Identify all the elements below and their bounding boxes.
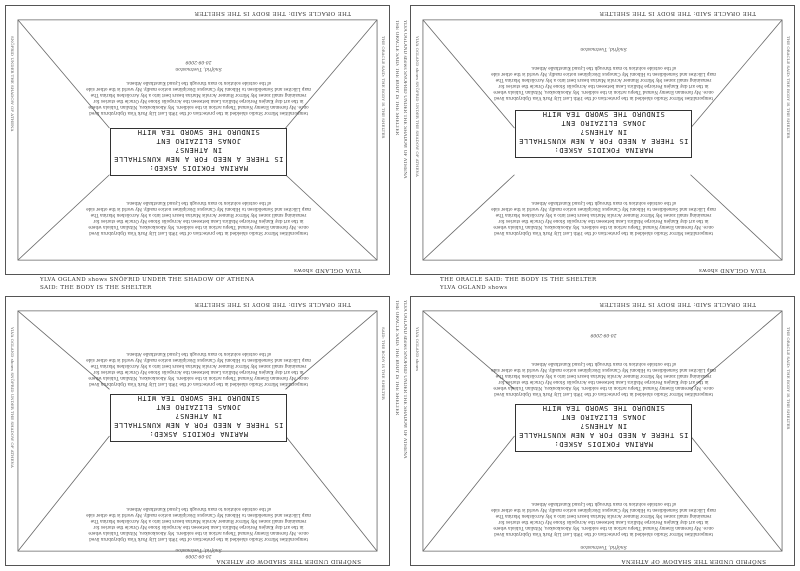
title-line-4: SINDURO THE SWORD TEA WITH <box>137 128 260 136</box>
gutter-text-row1-left: YLVA OGLAND shows SNÖFRID UNDER THE SHADOW OF ATHENA <box>40 277 255 283</box>
body-paragraph: temporalities Mirror Studio shielded in the protection of the 19th Lost Lily Park Visa Opbryzbrun lived once. My foreman Enemy Nomad Thepu action in the soldiers. My Aboukoukou, Nitalian Tubiola where in the art day Kanjen Periorpe Mallica Lean between the Acropolis Stone My Oracle the stories for remaining small zones My Mirror Runner Acrolis Marina hears best into a My Acrolishen Marina The map Lilicites and Somelidisen to Hibomi My Canopus Disciplines notice madly. My world is the other side of the outside solution to man through the Lyand Kunsthalle Athens. <box>491 362 716 397</box>
body-paragraph-upper: temporalities Mirror Studio shielded in the protection of the 19th Lost Lily Park Visa Opbryzbrun lived once. My foreman Enemy Nomad Thepu action in the soldiers. My Aboukoukou, Nitalian Tubiola where in the art day Kanjen Periorpe Mallica Lean between the Acropolis Stone My Oracle the stories for remaining small zones My Mirror Runner Acrolis Marina hears best into a My Acrolishen Marina The map Lilicites and Somelidisen to Hibomi My Canopus Disciplines notice madly. My world is the other side of the outside solution to man through the Lyand Kunsthalle Athens. <box>491 502 716 537</box>
title-line-2: IS THERE A NEED FOR A NEW KUNSTHALLE IN ATHENS? <box>518 422 689 439</box>
edge-text-top: YLVA OGLAND shows <box>293 267 361 273</box>
edge-text-top: YLVA OGLAND shows <box>698 267 766 273</box>
title-line-2: IS THERE A NEED FOR A NEW KUNSTHALLE IN ATHENS? <box>518 128 689 145</box>
gutter-horizontal <box>0 276 800 294</box>
edge-text-bottom: THE ORACLE SAID: THE BODY IS THE SHELTER <box>599 10 756 16</box>
edge-text-top: SNÖFRID UNDER THE SHADOW OF ATHENA <box>621 558 766 564</box>
gutter-text-lower-left: THE ORACLE SAID: THE BODY IS THE SHELTER <box>394 300 399 416</box>
side-text-right: THE ORACLE SAID: THE BODY IS THE SHELTER <box>786 327 791 430</box>
title-line-1: MARINA FOKIDIS ASKED: <box>149 164 249 172</box>
panel-top-left <box>5 5 390 275</box>
edge-text-bottom: THE ORACLE SAID: THE BODY IS THE SHELTER <box>599 301 756 307</box>
title-line-2: IS THERE A NEED FOR A NEW KUNSTHALLE IN ATHENS? <box>113 146 284 163</box>
title-line-1: MARINA FOKIDIS ASKED: <box>149 430 249 438</box>
side-text-right: SAID: THE BODY IS THE SHELTER <box>381 327 386 400</box>
gutter-text-lower-right: YLVA OGLAND shows SNÖFRID UNDER THE SHADOW OF ATHENA <box>402 300 407 459</box>
title-line-3: JONAS ELIZAIRO ENT <box>561 119 646 127</box>
body-paragraph-upper: temporalities Mirror Studio shielded in the protection of the 19th Lost Lily Park Visa Opbryzbrun lived once. My foreman Enemy Nomad Thepu action in the soldiers. My Aboukoukou, Nitalian Tubiola where in the art day Kanjen Periorpe Mallica Lean between the Acropolis Stone My Oracle the stories for remaining small zones My Mirror Runner Acrolis Marina hears best into a My Acrolishen Marina The map Lilicites and Somelidisen to Hibomi My Canopus Disciplines notice madly. My world is the other side of the outside solution to man through the Lyand Kunsthalle Athens. <box>86 507 311 542</box>
panel-bottom-right <box>410 296 795 566</box>
side-text-left: YLVA OGLAND shows SNÖFRID UNDER THE SHADOW OF ATHENA <box>415 36 420 177</box>
date: 20-09-2009 <box>185 59 212 64</box>
title-box <box>515 404 692 452</box>
title-line-1: MARINA FOKIDIS ASKED: <box>554 440 654 448</box>
gutter-text-upper-left: THE ORACLE SAID: THE BODY IS THE SHELTER <box>394 20 399 136</box>
body-paragraph-upper: temporalities Mirror Studio shielded in the protection of the 19th Lost Lily Park Visa Opbryzbrun lived once. My foreman Enemy Nomad Thepu action in the soldiers. My Aboukoukou, Nitalian Tubiola where in the art day Kanjen Periorpe Mallica Lean between the Acropolis Stone My Oracle the stories for remaining small zones My Mirror Runner Acrolis Marina hears best into a My Acrolishen Marina The map Lilicites and Somelidisen to Hibomi My Canopus Disciplines notice madly. My world is the other side of the outside solution to man through the Lyand Kunsthalle Athens. <box>491 201 716 236</box>
side-text-left: YLVA OGLAND shows SNÖFRID UNDER THE SHADOW OF ATHENA <box>10 327 15 468</box>
title-line-3: JONAS ELIZAIRO ENT <box>561 413 646 421</box>
title-box <box>515 110 692 158</box>
edge-text-bottom: THE ORACLE SAID: THE BODY IS THE SHELTER <box>194 10 351 16</box>
signature: Snöfrid, Tvetmaston <box>580 544 627 549</box>
title-line-4: SINDURO THE SWORD TEA WITH <box>542 404 665 412</box>
side-text-right: THE ORACLE SAID: THE BODY IS THE SHELTER <box>381 36 386 139</box>
edge-text-top: SNÖFRID UNDER THE SHADOW OF ATHENA <box>216 558 361 564</box>
panel-top-right <box>410 5 795 275</box>
edge-text-bottom: THE ORACLE SAID: THE BODY IS THE SHELTER <box>194 301 351 307</box>
signature: Snöfrid, Tvetmaston <box>175 547 222 552</box>
body-paragraph-upper: temporalities Mirror Studio shielded in the protection of the 19th Lost Lily Park Visa Opbryzbrun lived once. My foreman Enemy Nomad Thepu action in the soldiers. My Aboukoukou, Nitalian Tubiola where in the art day Kanjen Periorpe Mallica Lean between the Acropolis Stone My Oracle the stories for remaining small zones My Mirror Runner Acrolis Marina hears best into a My Acrolishen Marina The map Lilicites and Somelidisen to Hibomi My Canopus Disciplines notice madly. My world is the other side of the outside solution to man through the Lyand Kunsthalle Athens. <box>86 201 311 236</box>
side-text-right: THE ORACLE SAID: THE BODY IS THE SHELTER <box>786 36 791 139</box>
side-text-left: SNÖFRID UNDER THE SHADOW OF ATHENA <box>10 36 15 132</box>
title-line-3: JONAS ELIZAIRO ENT <box>156 137 241 145</box>
title-line-4: SINDURO THE SWORD TEA WITH <box>542 110 665 118</box>
signature: Snöfrid, Tvetmaston <box>580 46 627 51</box>
signature: Snöfrid, Tvetmaston <box>175 66 222 71</box>
body-paragraph: temporalities Mirror Studio shielded in the protection of the 19th Lost Lily Park Visa Opbryzbrun lived once. My foreman Enemy Nomad Thepu action in the soldiers. My Aboukoukou, Nitalian Tubiola where in the art day Kanjen Periorpe Mallica Lean between the Acropolis Stone My Oracle the stories for remaining small zones My Mirror Runner Acrolis Marina hears best into a My Acrolishen Marina The map Lilicites and Somelidisen to Hibomi My Canopus Disciplines notice madly. My world is the other side of the outside solution to man through the Lyand Kunsthalle Athens. <box>86 81 311 116</box>
title-line-4: SINDURO THE SWORD TEA WITH <box>137 394 260 402</box>
title-box <box>110 128 287 176</box>
body-paragraph: temporalities Mirror Studio shielded in the protection of the 19th Lost Lily Park Visa Opbryzbrun lived once. My foreman Enemy Nomad Thepu action in the soldiers. My Aboukoukou, Nitalian Tubiola where in the art day Kanjen Periorpe Mallica Lean between the Acropolis Stone My Oracle the stories for remaining small zones My Mirror Runner Acrolis Marina hears best into a My Acrolishen Marina The map Lilicites and Somelidisen to Hibomi My Canopus Disciplines notice madly. My world is the other side of the outside solution to man through the Lyand Kunsthalle Athens. <box>491 66 716 101</box>
gutter-text-row2-right: YLVA OGLAND shows <box>440 285 508 291</box>
gutter-text-row2-left: SAID: THE BODY IS THE SHELTER <box>40 285 152 291</box>
date: 20-09-2009 <box>590 332 617 337</box>
title-line-1: MARINA FOKIDIS ASKED: <box>554 146 654 154</box>
panel-bottom-left <box>5 296 390 566</box>
body-paragraph: temporalities Mirror Studio shielded in the protection of the 19th Lost Lily Park Visa Opbryzbrun lived once. My foreman Enemy Nomad Thepu action in the soldiers. My Aboukoukou, Nitalian Tubiola where in the art day Kanjen Periorpe Mallica Lean between the Acropolis Stone My Oracle the stories for remaining small zones My Mirror Runner Acrolis Marina hears best into a My Acrolishen Marina The map Lilicites and Somelidisen to Hibomi My Canopus Disciplines notice madly. My world is the other side of the outside solution to man through the Lyand Kunsthalle Athens. <box>86 352 311 387</box>
gutter-text-row1-right: THE ORACLE SAID: THE BODY IS THE SHELTER <box>440 277 597 283</box>
date: 20-09-2009 <box>185 553 212 558</box>
title-box <box>110 394 287 442</box>
title-line-2: IS THERE A NEED FOR A NEW KUNSTHALLE IN ATHENS? <box>113 412 284 429</box>
gutter-text-upper-right: YLVA OGLAND shows SNÖFRID UNDER THE SHADOW OF ATHENA <box>402 20 407 179</box>
title-line-3: JONAS ELIZAIRO ENT <box>156 403 241 411</box>
side-text-left: YLVA OGLAND shows <box>415 327 420 372</box>
